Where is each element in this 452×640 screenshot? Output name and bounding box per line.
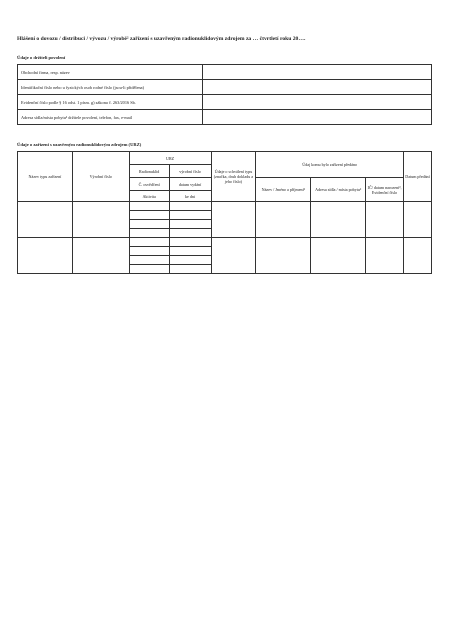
cell-radionuclide[interactable] — [129, 238, 169, 247]
cell-certificate-number[interactable] — [129, 211, 169, 220]
device-table — [17, 151, 432, 274]
header-certificate-number: Č. osvědčení — [129, 178, 169, 191]
header-type-approval: Údaje o schválení typu (značka, druh dokladu a jeho číslo) — [211, 152, 256, 202]
cell-serial-number[interactable] — [72, 238, 129, 274]
header-as-of-date: ke dni — [169, 191, 211, 202]
cell-urz-serial[interactable] — [169, 238, 211, 247]
table-row — [18, 202, 432, 211]
cell-issue-date[interactable] — [169, 211, 211, 220]
holder-row-label: Adresa sídla/místa pobytu³ držitele povolení, telefon, fax, e-mail — [18, 110, 203, 125]
cell-urz-serial[interactable] — [169, 202, 211, 211]
header-transferee: Údaj komu bylo zařízení předáno — [256, 152, 404, 178]
holder-row-label: Identifikační číslo nebo u fyzických osob rodné číslo (jsou-li přidělena) — [18, 80, 203, 95]
cell-activity[interactable] — [129, 256, 169, 265]
cell-as-of-date[interactable] — [169, 256, 211, 265]
holder-row-value[interactable] — [203, 110, 432, 125]
cell-transferee-address[interactable] — [311, 238, 366, 274]
holder-row-value[interactable] — [203, 80, 432, 95]
holder-row — [18, 95, 432, 110]
header-issue-date: datum vydání — [169, 178, 211, 191]
cell-activity[interactable] — [129, 220, 169, 229]
cell-type-approval[interactable] — [211, 238, 256, 274]
cell-certificate-number[interactable] — [129, 247, 169, 256]
holder-row-value[interactable] — [203, 95, 432, 110]
cell-extra[interactable] — [169, 265, 211, 274]
header-transferee-id: IČ/ datum narození³, Evidenční číslo — [366, 178, 404, 202]
cell-extra[interactable] — [129, 265, 169, 274]
cell-as-of-date[interactable] — [169, 220, 211, 229]
header-radionuclide: Radionuklid — [129, 165, 169, 178]
table-row — [18, 238, 432, 247]
header-activity: Aktivita — [129, 191, 169, 202]
header-transferee-address: Adresa sídla / místa pobytu³ — [311, 178, 366, 202]
form-title: Hlášení o dovozu / distribuci / vývozu / výrobě² zařízení s uzavřeným radionuklidovým zdrojem za … čtvrtletí roku 20…. — [17, 36, 306, 42]
header-handover-date: Datum předání — [404, 152, 432, 202]
cell-transferee-name[interactable] — [256, 202, 311, 238]
cell-transferee-address[interactable] — [311, 202, 366, 238]
holder-row — [18, 65, 432, 80]
cell-device-type[interactable] — [18, 238, 73, 274]
cell-transferee-name[interactable] — [256, 238, 311, 274]
header-serial-number: Výrobní číslo — [72, 152, 129, 202]
cell-serial-number[interactable] — [72, 202, 129, 238]
cell-device-type[interactable] — [18, 202, 73, 238]
header-device-type: Název typu zařízení — [18, 152, 73, 202]
cell-issue-date[interactable] — [169, 247, 211, 256]
holder-table — [17, 64, 432, 125]
holder-row-value[interactable] — [203, 65, 432, 80]
cell-type-approval[interactable] — [211, 202, 256, 238]
header-transferee-name: Název / Jméno a příjmení³ — [256, 178, 311, 202]
cell-extra[interactable] — [129, 229, 169, 238]
header-urz-serial: výrobní číslo — [169, 165, 211, 178]
holder-row-label: Obchodní firma, resp. název — [18, 65, 203, 80]
holder-row-label: Evidenční číslo podle § 16 odst. 1 písm. g) zákona č. 263/2016 Sb. — [18, 95, 203, 110]
holder-section-heading: Údaje o držiteli povolení — [17, 55, 66, 60]
cell-radionuclide[interactable] — [129, 202, 169, 211]
cell-extra[interactable] — [169, 229, 211, 238]
header-urz: URZ — [129, 152, 211, 165]
device-section-heading: Údaje o zařízení s uzavřeným radionuklidovým zdrojem (URZ) — [17, 142, 142, 147]
holder-row — [18, 80, 432, 95]
cell-transferee-id[interactable] — [366, 238, 404, 274]
holder-row — [18, 110, 432, 125]
cell-handover-date[interactable] — [404, 202, 432, 238]
cell-transferee-id[interactable] — [366, 202, 404, 238]
cell-handover-date[interactable] — [404, 238, 432, 274]
